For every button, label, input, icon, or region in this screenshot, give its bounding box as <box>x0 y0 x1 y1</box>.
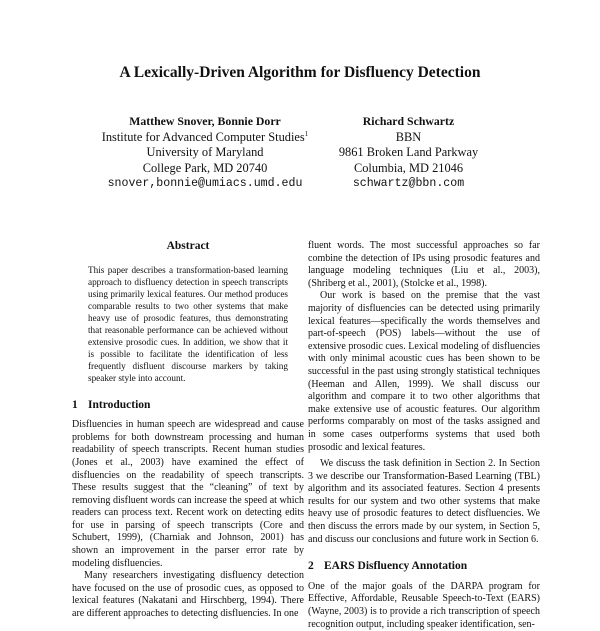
section-1-title: Introduction <box>88 398 151 411</box>
author-university-left: University of Maryland <box>146 145 264 160</box>
author-institution-left <box>85 130 325 146</box>
author-block-right <box>300 114 517 192</box>
section-2-number: 2 <box>308 560 314 573</box>
right-column <box>308 240 540 630</box>
author-names-left: Matthew Snover, Bonnie Dorr <box>129 114 281 128</box>
abstract-heading: Abstract <box>166 240 210 252</box>
abstract-text: This paper describes a transformation-based learning approach to disfluency detection in speech transcripts using primarily lexical features. Our method produces comparable results to two other systems that make heavy use of prosodic features, thus demonstrating that reasonable performance can be achieved without extensive prosodic cues. In addition, we show that it is possible to facilitate the identification of less frequently disfluent discourse markers by taking speaker style into account. <box>88 264 288 384</box>
left-column <box>72 240 304 620</box>
author-institution-right: BBN <box>395 129 422 144</box>
author-address-right: 9861 Broken Land Parkway <box>338 145 479 160</box>
paper-title: A Lexically-Driven Algorithm for Disfluency Detection <box>119 64 481 81</box>
author-city-right: Columbia, MD 21046 <box>353 160 464 175</box>
author-email-left: snover,bonnie@umiacs.umd.edu <box>107 177 303 191</box>
right-paragraph-3: We discuss the task definition in Section 2. In Section 3 we describe our Transformation-Based Learning (TBL) algorithm and its associated features. Section 4 presents results for our system and two other systems that make heavy use of prosodic features to detect disfluencies. We then discuss the errors made by our system, in Section 5, and discuss our conclusions and future work in Section 6. <box>308 458 540 545</box>
section-2-paragraph-1: One of the major goals of the DARPA program for Effective, Affordable, Reusable Speech-to-Text (EARS) (Wayne, 2003) is to provide a rich transcription of speech recognition output, including speaker identification, sen- <box>308 580 540 630</box>
section-1-number: 1 <box>72 398 78 411</box>
right-paragraph-2: Our work is based on the premise that the vast majority of disfluencies can be detected using primarily lexical features—specifically the words themselves and part-of-speech (POS) labels—without the use of extensive prosodic cues. Lexical modeling of disfluencies with only minimal acoustic cues has been shown to be successful in the past using strongly statistical techniques (Heeman and Allen, 1999). We shall discuss our algorithm and compare it to two other algorithms that make extensive use of acoustic features. Our algorithm performs comparably on most of the tasks assigned and in some cases outperforms systems that used both prosodic and lexical features. <box>308 290 540 453</box>
author-block-left <box>85 114 325 192</box>
author-names-right: Richard Schwartz <box>362 114 455 128</box>
author-city-left: College Park, MD 20740 <box>142 160 268 175</box>
author-email-right: schwartz@bbn.com <box>352 177 465 191</box>
section-2-title: EARS Disfluency Annotation <box>324 560 468 573</box>
intro-paragraph-1: Disfluencies in human speech are widespread and cause problems for both downstream processing and human readability of speech transcripts. Recent human studies (Jones et al., 2003) have examined the effect of disfluencies on the readability of speech transcripts. These results suggest that the “cleaning” of text by removing disfluent words can increase the speed at which readers can process text. Recent work on detecting edits for use in parsing of speech transcripts (Core and Schubert, 1999), (Charniak and Johnson, 2001) has shown an improvement in the parser error rate by modeling disfluencies. <box>72 419 304 569</box>
section-2-heading <box>308 560 540 573</box>
right-paragraph-1: fluent words. The most successful approaches so far combine the detection of IPs using prosodic features and language modeling techniques (Liu et al., 2003), (Shriberg et al., 2001), (Stolcke et al., 1998). <box>308 240 540 289</box>
intro-paragraph-2: Many researchers investigating disfluency detection have focused on the use of prosodic cues, as opposed to lexical features (Nakatani and Hirschberg, 1994). There are different approaches to detecting disfluencies. In one <box>72 570 304 620</box>
institution-name-left: Institute for Advanced Computer Studies <box>101 129 305 144</box>
footnote-mark: 1 <box>304 129 309 138</box>
section-1-heading <box>72 399 304 412</box>
